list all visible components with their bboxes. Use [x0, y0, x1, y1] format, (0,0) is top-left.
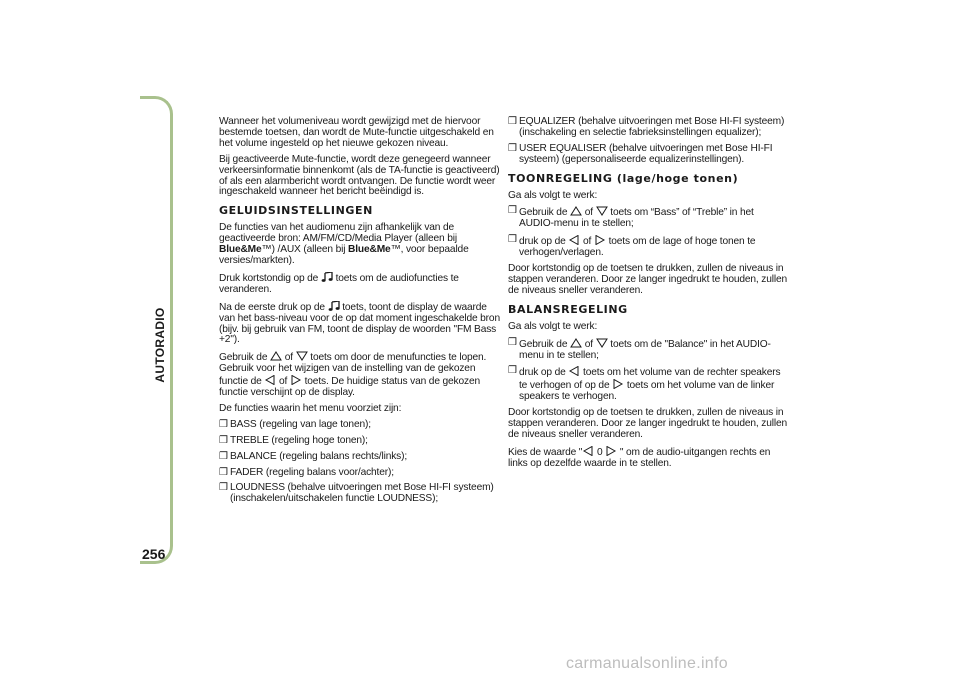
arrow-up-icon: [570, 206, 582, 216]
paragraph: De functies waarin het menu voorziet zijn:: [219, 402, 402, 414]
bullet-box-icon: ❒: [508, 365, 517, 377]
paragraph: Druk kortstondig op de toets om de audiofuncties te veranderen.: [219, 272, 459, 295]
bullet-box-icon: ❒: [219, 450, 228, 462]
arrow-left-icon: [568, 366, 580, 376]
list-item: ❒ USER EQUALISER (behalve uitvoeringen met Bose HI-FI systeem) (gepersonaliseerde equalizerinstellingen).: [508, 142, 773, 165]
bullet-box-icon: ❒: [508, 116, 517, 127]
arrow-right-icon: [605, 446, 617, 456]
arrow-up-icon: [270, 351, 282, 361]
arrow-right-icon: [290, 375, 302, 385]
music-note-icon: [321, 272, 333, 282]
bullet-box-icon: ❒: [508, 142, 517, 154]
list-item: ❒ druk op de of toets om de lage of hoge tonen te verhogen/verlagen.: [508, 234, 756, 259]
paragraph: De functies van het audiomenu zijn afhankelijk van de geactiveerde bron: AM/FM/CD/Media Player (alleen bij Blue&Me™) /AUX (alleen bij Blue&Me™, voor bepaalde versies/markten).: [219, 222, 469, 266]
heading-balansregeling: BALANSREGELING: [508, 302, 628, 316]
arrow-right-icon: [612, 379, 624, 389]
bullet-box-icon: ❒: [219, 482, 228, 494]
music-note-icon: [328, 301, 340, 311]
margin-rule-top: [140, 96, 173, 120]
arrow-down-icon: [596, 206, 608, 216]
arrow-left-icon: [568, 235, 580, 245]
list-item: ❒ EQUALIZER (behalve uitvoeringen met Bose HI-FI systeem) (inschakeling en selectie fabrieksinstellingen equalizer);: [508, 116, 785, 138]
list-item: ❒ Gebruik de of toets om “Bass” of “Treble” in het AUDIO-menu in te stellen;: [508, 205, 754, 230]
paragraph: Na de eerste druk op de toets, toont de display de waarde van het bass-niveau voor de op dat moment ingeschakelde bron (bijv. bij gebruik van FM, toont de display de woorden "FM Bass +2").: [219, 301, 500, 346]
paragraph: Wanneer het volumeniveau wordt gewijzigd met de hiervoor bestemde toetsen, dan wordt de Mute-functie uitgeschakeld en het volume ingesteld op het nieuwe gekozen niveau.: [219, 116, 494, 149]
bullet-box-icon: ❒: [508, 336, 517, 348]
arrow-right-icon: [594, 235, 606, 245]
bullet-box-icon: ❒: [219, 466, 228, 478]
paragraph: Ga als volgt te werk:: [508, 320, 598, 332]
left-column: [219, 117, 500, 510]
list-item: ❒ TREBLE (regeling hoge tonen);: [219, 434, 368, 446]
list-item: ❒ BALANCE (regeling balans rechts/links);: [219, 450, 408, 462]
paragraph: Door kortstondig op de toetsen te drukken, zullen de niveaus in stappen veranderen. Door ze langer ingedrukt te houden, zullen de niveaus sneller veranderen.: [508, 263, 787, 296]
list-item: ❒ Gebruik de of toets om de "Balance" in het AUDIO-menu in te stellen;: [508, 336, 771, 361]
bullet-box-icon: ❒: [508, 205, 517, 217]
heading-geluidsinstellingen: GELUIDSINSTELLINGEN: [219, 204, 373, 218]
section-label: AUTORADIO: [153, 307, 167, 383]
arrow-down-icon: [596, 338, 608, 348]
page-number: 256: [142, 546, 166, 562]
list-item: ❒ druk op de toets om het volume van de rechter speakers te verhogen of op de toets om het volume van de linker speakers te verhogen.: [508, 365, 781, 403]
list-item: ❒ BASS (regeling van lage tonen);: [219, 418, 371, 430]
paragraph: Door kortstondig op de toetsen te drukken, zullen de niveaus in stappen veranderen. Door ze langer ingedrukt te houden, zullen de niveaus sneller veranderen.: [508, 407, 787, 440]
paragraph: Ga als volgt te werk:: [508, 189, 598, 201]
bullet-box-icon: ❒: [219, 434, 228, 446]
bullet-box-icon: ❒: [508, 234, 517, 246]
heading-toonregeling: TOONREGELING (lage/hoge tonen): [508, 171, 739, 185]
arrow-down-icon: [296, 351, 308, 361]
margin-rule: [170, 118, 173, 540]
arrow-up-icon: [570, 338, 582, 348]
list-item: ❒ LOUDNESS (behalve uitvoeringen met Bose HI-FI systeem) (inschakelen/uitschakelen functie LOUDNESS);: [219, 482, 494, 505]
right-column: [508, 117, 788, 475]
arrow-left-icon: [582, 446, 594, 456]
paragraph: Bij geactiveerde Mute-functie, wordt deze genegeerd wanneer verkeersinformatie binnenkomt (als de TA-functie is geactiveerd) of als een alarmbericht wordt ontvangen. De functie wordt weer ingeschakeld wanneer het bericht beëindigd is.: [219, 153, 500, 198]
watermark: carmanualsonline.info: [566, 655, 728, 672]
bullet-box-icon: ❒: [219, 418, 228, 430]
paragraph: Kies de waarde " 0 " om de audio-uitgangen rechts en links op dezelfde waarde in te stellen.: [508, 446, 771, 469]
arrow-left-icon: [264, 375, 276, 385]
paragraph: Gebruik de of toets om door de menufuncties te lopen. Gebruik voor het wijzigen van de instelling van de gekozen functie de of toets. De huidige status van de gekozen functie verschijnt op de display.: [219, 352, 487, 399]
list-item: ❒ FADER (regeling balans voor/achter);: [219, 466, 394, 478]
